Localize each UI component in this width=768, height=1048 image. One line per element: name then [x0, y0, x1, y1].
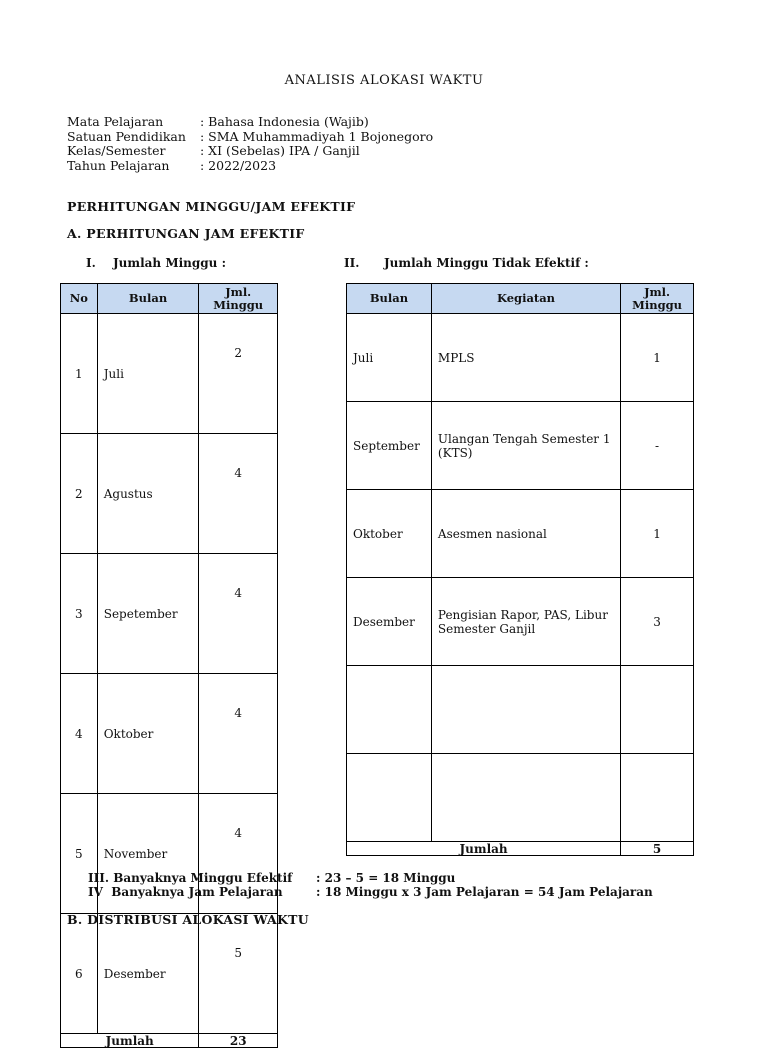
cell-kegiatan: MPLS: [431, 314, 620, 402]
cell-no: 5: [61, 794, 98, 914]
info-value: : Bahasa Indonesia (Wajib): [200, 114, 369, 129]
cell-bulan: Sepetember: [97, 554, 199, 674]
line-iii-label: III. Banyaknya Minggu Efektif: [88, 871, 293, 885]
cell-jml: 4: [199, 434, 278, 554]
table-row: [347, 490, 694, 578]
cell-bulan: Oktober: [347, 490, 432, 578]
cell-no: 1: [61, 314, 98, 434]
cell-bulan: Oktober: [97, 674, 199, 794]
table-row: [61, 434, 278, 554]
table-row: [347, 578, 694, 666]
cell-kegiatan: Pengisian Rapor, PAS, Libur Semester Ganjil: [431, 578, 620, 666]
cell-jml: 4: [199, 794, 278, 914]
cell-kegiatan: Ulangan Tengah Semester 1 (KTS): [431, 402, 620, 490]
table-row: [61, 554, 278, 674]
table-row: [347, 754, 694, 842]
section-main-heading: PERHITUNGAN MINGGU/JAM EFEKTIF: [67, 199, 356, 214]
info-value: : XI (Sebelas) IPA / Ganjil: [200, 143, 360, 158]
table-footer-row: [61, 1034, 278, 1048]
section-b-heading: B. DISTRIBUSI ALOKASI WAKTU: [67, 912, 309, 927]
cell-jml: 1: [621, 490, 694, 578]
info-value: : 2022/2023: [200, 157, 277, 173]
section-a-heading: A. PERHITUNGAN JAM EFEKTIF: [67, 226, 305, 241]
footer-total: 5: [621, 842, 694, 856]
table-minggu-tidak-efektif: [346, 283, 694, 856]
cell-no: 3: [61, 554, 98, 674]
info-label: Mata Pelajaran: [67, 114, 164, 129]
cell-jml: [621, 666, 694, 754]
cell-jml: 4: [199, 554, 278, 674]
col-header-jml: Jml. Minggu: [621, 284, 694, 314]
cell-kegiatan: [431, 666, 620, 754]
col-header-no: No: [61, 284, 98, 314]
info-row-year: [67, 159, 433, 174]
col-header-bulan: Bulan: [347, 284, 432, 314]
info-value: : SMA Muhammadiyah 1 Bojonegoro: [200, 128, 434, 144]
table-header-row: [61, 284, 278, 314]
info-label: Kelas/Semester: [67, 143, 166, 158]
cell-jml: 5: [199, 914, 278, 1034]
cell-jml: -: [621, 402, 694, 490]
table-row: [61, 314, 278, 434]
line-iv-value: : 18 Minggu x 3 Jam Pelajaran = 54 Jam Pelajaran: [316, 885, 653, 899]
footer-label: Jumlah: [347, 842, 621, 856]
subsection-ii-heading: Jumlah Minggu Tidak Efektif :: [384, 256, 589, 270]
document-title: ANALISIS ALOKASI WAKTU: [284, 73, 484, 88]
info-row-school: [67, 130, 433, 145]
cell-bulan: Juli: [347, 314, 432, 402]
subsection-i-number: I.: [86, 256, 96, 270]
table-jumlah-minggu: [60, 283, 278, 1048]
table-row: [61, 914, 278, 1034]
subsection-i-heading: Jumlah Minggu :: [113, 256, 227, 270]
cell-bulan: [347, 754, 432, 842]
table-row: [61, 674, 278, 794]
cell-bulan: November: [97, 794, 199, 914]
cell-bulan: [347, 666, 432, 754]
subsection-ii-number: II.: [344, 256, 360, 270]
cell-jml: [621, 754, 694, 842]
cell-jml: 1: [621, 314, 694, 402]
cell-no: 6: [61, 914, 98, 1034]
footer-total: 23: [199, 1034, 278, 1048]
cell-bulan: Desember: [347, 578, 432, 666]
col-header-jml: Jml. Minggu: [199, 284, 278, 314]
cell-no: 2: [61, 434, 98, 554]
cell-jml: 3: [621, 578, 694, 666]
info-block: [67, 115, 433, 173]
info-row-class: [67, 144, 433, 159]
line-iii-value: : 23 – 5 = 18 Minggu: [316, 871, 456, 885]
col-header-kegiatan: Kegiatan: [431, 284, 620, 314]
cell-bulan: Desember: [97, 914, 199, 1034]
col-header-bulan: Bulan: [97, 284, 199, 314]
cell-bulan: Juli: [97, 314, 199, 434]
table-row: [347, 402, 694, 490]
table-row: [347, 666, 694, 754]
cell-kegiatan: Asesmen nasional: [431, 490, 620, 578]
table-header-row: [347, 284, 694, 314]
table-row: [347, 314, 694, 402]
cell-kegiatan: [431, 754, 620, 842]
line-iv-label: IV Banyaknya Jam Pelajaran: [88, 885, 283, 899]
cell-no: 4: [61, 674, 98, 794]
info-row-subject: [67, 115, 433, 130]
info-label: Tahun Pelajaran: [67, 157, 170, 173]
cell-bulan: September: [347, 402, 432, 490]
footer-label: Jumlah: [61, 1034, 199, 1048]
cell-jml: 2: [199, 314, 278, 434]
cell-bulan: Agustus: [97, 434, 199, 554]
table-footer-row: [347, 842, 694, 856]
info-label: Satuan Pendidikan: [67, 128, 186, 144]
cell-jml: 4: [199, 674, 278, 794]
